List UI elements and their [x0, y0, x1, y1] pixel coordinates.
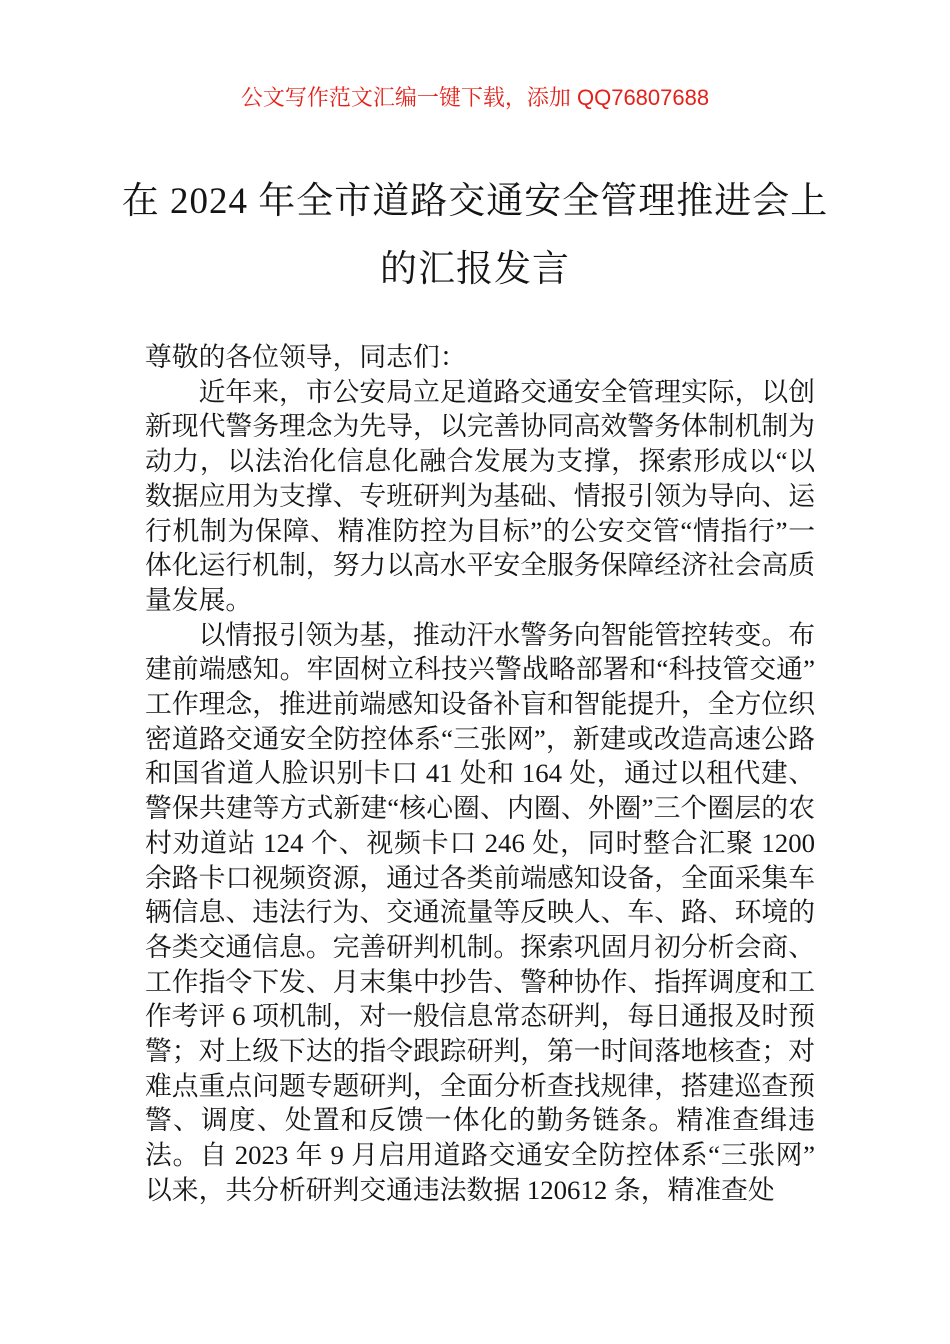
body-paragraph: 以情报引领为基，推动汗水警务向智能管控转变。布建前端感知。牢固树立科技兴警战略部署和“科技管交通”工作理念，推进前端感知设备补盲和智能提升，全方位织密道路交通安全防控体系“三张网”，新建或改造高速公路和国省道人脸识别卡口 41 处和 164 处，通过以租代建、警保共建等方式新建“核心圈、内圈、外圈”三个圈层的农村劝道站 124 个、视频卡口 246 处，同时整合汇聚 1200 余路卡口视频资源，通过各类前端感知设备，全面采集车辆信息、违法行为、交通流量等反映人、车、路、环境的各类交通信息。完善研判机制。探索巩固月初分析会商、工作指令下发、月末集中抄告、警种协作、指挥调度和工作考评 6 项机制，对一般信息常态研判，每日通报及时预警；对上级下达的指令跟踪研判，第一时间落地核查；对难点重点问题专题研判，全面分析查找规律，搭建巡查预警、调度、处置和反馈一体化的勤务链条。精准查缉违法。自 2023 年 9 月启用道路交通安全防控体系“三张网”以来，共分析研判交通违法数据 120612 条，精准查处 — [145, 619, 815, 1205]
document-body — [145, 340, 815, 1208]
promo-banner-text: 公文写作范文汇编一键下载，添加 QQ76807688 — [240, 85, 710, 110]
document-title-line-2: 的汇报发言 — [380, 249, 570, 290]
promo-banner — [0, 84, 950, 112]
document-title — [0, 168, 950, 304]
body-paragraph: 近年来，市公安局立足道路交通安全管理实际，以创新现代警务理念为先导，以完善协同高效警务体制机制为动力，以法治化信息化融合发展为支撑，探索形成以“以数据应用为支撑、专班研判为基础、情报引领为导向、运行机制为保障、精准防控为目标”的公安交管“情指行”一体化运行机制，努力以高水平安全服务保障经济社会高质量发展。 — [145, 376, 815, 615]
salutation: 尊敬的各位领导，同志们： — [145, 342, 467, 372]
document-title-line-1: 在 2024 年全市道路交通安全管理推进会上 — [121, 181, 829, 222]
